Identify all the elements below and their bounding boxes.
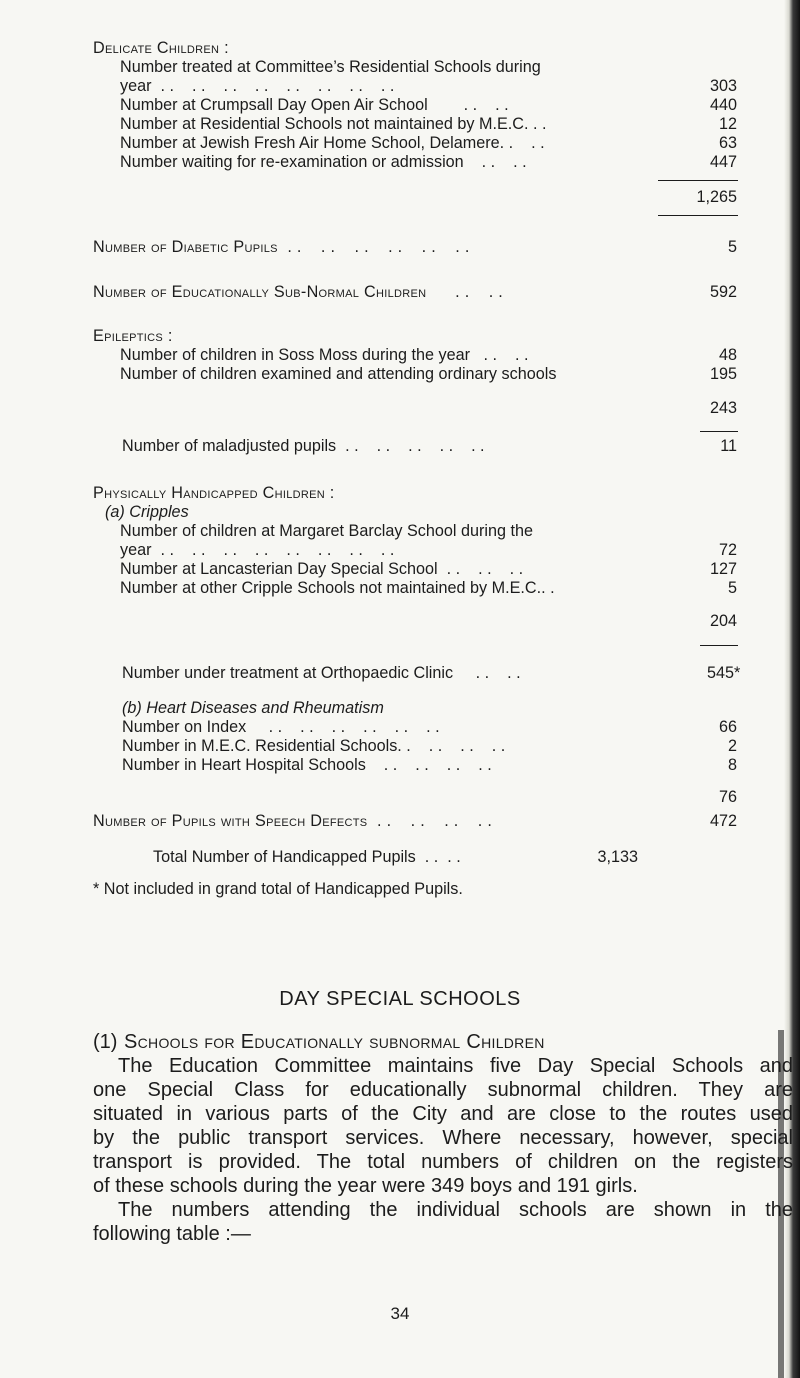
delicate-row-label: Number waiting for re-examination or admission . . . .: [120, 153, 527, 171]
heart-row-label: Number in M.E.C. Residential Schools. . . . . . . .: [122, 737, 506, 755]
section-heading: DAY SPECIAL SCHOOLS: [279, 988, 521, 1010]
heart-row-label: Number on Index . . . . . . . . . . . .: [122, 718, 440, 736]
paragraph-line: transport is provided. The total numbers of children on the registers: [93, 1151, 793, 1173]
heart-subheading: (b) Heart Diseases and Rheumatism: [122, 699, 384, 717]
paragraph-line: one Special Class for educationally subnormal children. They are: [93, 1079, 793, 1101]
paragraph-line: situated in various parts of the City and are close to the routes used: [93, 1103, 793, 1125]
paragraph-line: by the public transport services. Where necessary, however, special: [93, 1127, 793, 1149]
paragraph-line: The numbers attending the individual schools are shown in the: [118, 1199, 793, 1221]
epileptics-row-value: 195: [709, 365, 737, 383]
heart-row-value: 2: [727, 737, 737, 755]
heart-total: 76: [718, 788, 737, 806]
delicate-row-label: Number at Crumpsall Day Open Air School . . . .: [120, 96, 509, 114]
delicate-title: Delicate Children :: [93, 39, 229, 57]
cripples-subheading: (a) Cripples: [105, 503, 189, 521]
heart-row-value: 66: [718, 718, 737, 736]
physically-row-label: year . . . . . . . . . . . . . . . .: [120, 541, 395, 559]
speech-value: 472: [709, 812, 737, 830]
epileptics-row-value: 48: [718, 346, 737, 364]
physically-row-value: 127: [709, 560, 737, 578]
subtotal-rule: [700, 431, 738, 432]
physically-row-label: Number at Lancasterian Day Special School . . . . . .: [120, 560, 524, 578]
page-number: 34: [390, 1304, 410, 1323]
subtotal-rule: [658, 180, 738, 181]
delicate-row-value: 12: [718, 115, 737, 133]
physically-row-value: 72: [718, 541, 737, 559]
esn-label: Number of Educationally Sub-Normal Children . . . .: [93, 283, 504, 301]
epileptics-row-label: Number of children examined and attending ordinary schools: [120, 365, 557, 383]
epileptics-total: 243: [709, 399, 737, 417]
delicate-row-value: 447: [709, 153, 737, 171]
delicate-row-label: Number treated at Committee’s Residential Schools during: [120, 58, 541, 76]
delicate-row-label: Number at Residential Schools not maintained by M.E.C. . .: [120, 115, 547, 133]
epileptics-row-label: Number of children in Soss Moss during the year . . . .: [120, 346, 529, 364]
physically-title: Physically Handicapped Children :: [93, 484, 335, 502]
orthopaedic-label: Number under treatment at Orthopaedic Clinic . . . .: [122, 664, 521, 682]
footnote: * Not included in grand total of Handicapped Pupils.: [93, 880, 463, 898]
subsection-heading: Schools for Educationally subnormal Children: [124, 1031, 545, 1053]
heart-row-value: 8: [727, 756, 737, 774]
heart-row-label: Number in Heart Hospital Schools . . . . . . . .: [122, 756, 492, 774]
physically-row-value: 5: [727, 579, 737, 597]
delicate-row-label: Number at Jewish Fresh Air Home School, Delamere. . . .: [120, 134, 545, 152]
esn-value: 592: [709, 283, 737, 301]
delicate-row-value: 63: [718, 134, 737, 152]
subsection-number: (1): [93, 1031, 118, 1053]
paragraph-line: following table :—: [93, 1223, 251, 1245]
physically-row-label: Number of children at Margaret Barclay School during the: [120, 522, 533, 540]
grand-total-value: 3,133: [597, 848, 638, 866]
maladjusted-label: Number of maladjusted pupils . . . . . . . . . .: [122, 437, 485, 455]
maladjusted-value: 11: [720, 437, 737, 455]
paragraph-line: The Education Committee maintains five Day Special Schools and: [118, 1055, 793, 1077]
grand-total-label: Total Number of Handicapped Pupils . . . .: [153, 848, 461, 866]
delicate-row-value: 440: [709, 96, 737, 114]
subtotal-rule: [700, 645, 738, 646]
delicate-row-value: 303: [709, 77, 737, 95]
diabetic-label: Number of Diabetic Pupils . . . . . . . . . . . .: [93, 238, 470, 256]
physically-row-label: Number at other Cripple Schools not maintained by M.E.C.. .: [120, 579, 555, 597]
subtotal-rule: [658, 215, 738, 216]
orthopaedic-value: 545*: [707, 664, 741, 682]
diabetic-value: 5: [727, 238, 737, 256]
delicate-row-label: year . . . . . . . . . . . . . . . .: [120, 77, 395, 95]
paragraph-line: of these schools during the year were 349 boys and 191 girls.: [93, 1175, 638, 1197]
physically-total: 204: [709, 612, 737, 630]
epileptics-title: Epileptics :: [93, 327, 173, 345]
speech-label: Number of Pupils with Speech Defects . . . . . . . .: [93, 812, 493, 830]
delicate-total: 1,265: [696, 188, 737, 206]
